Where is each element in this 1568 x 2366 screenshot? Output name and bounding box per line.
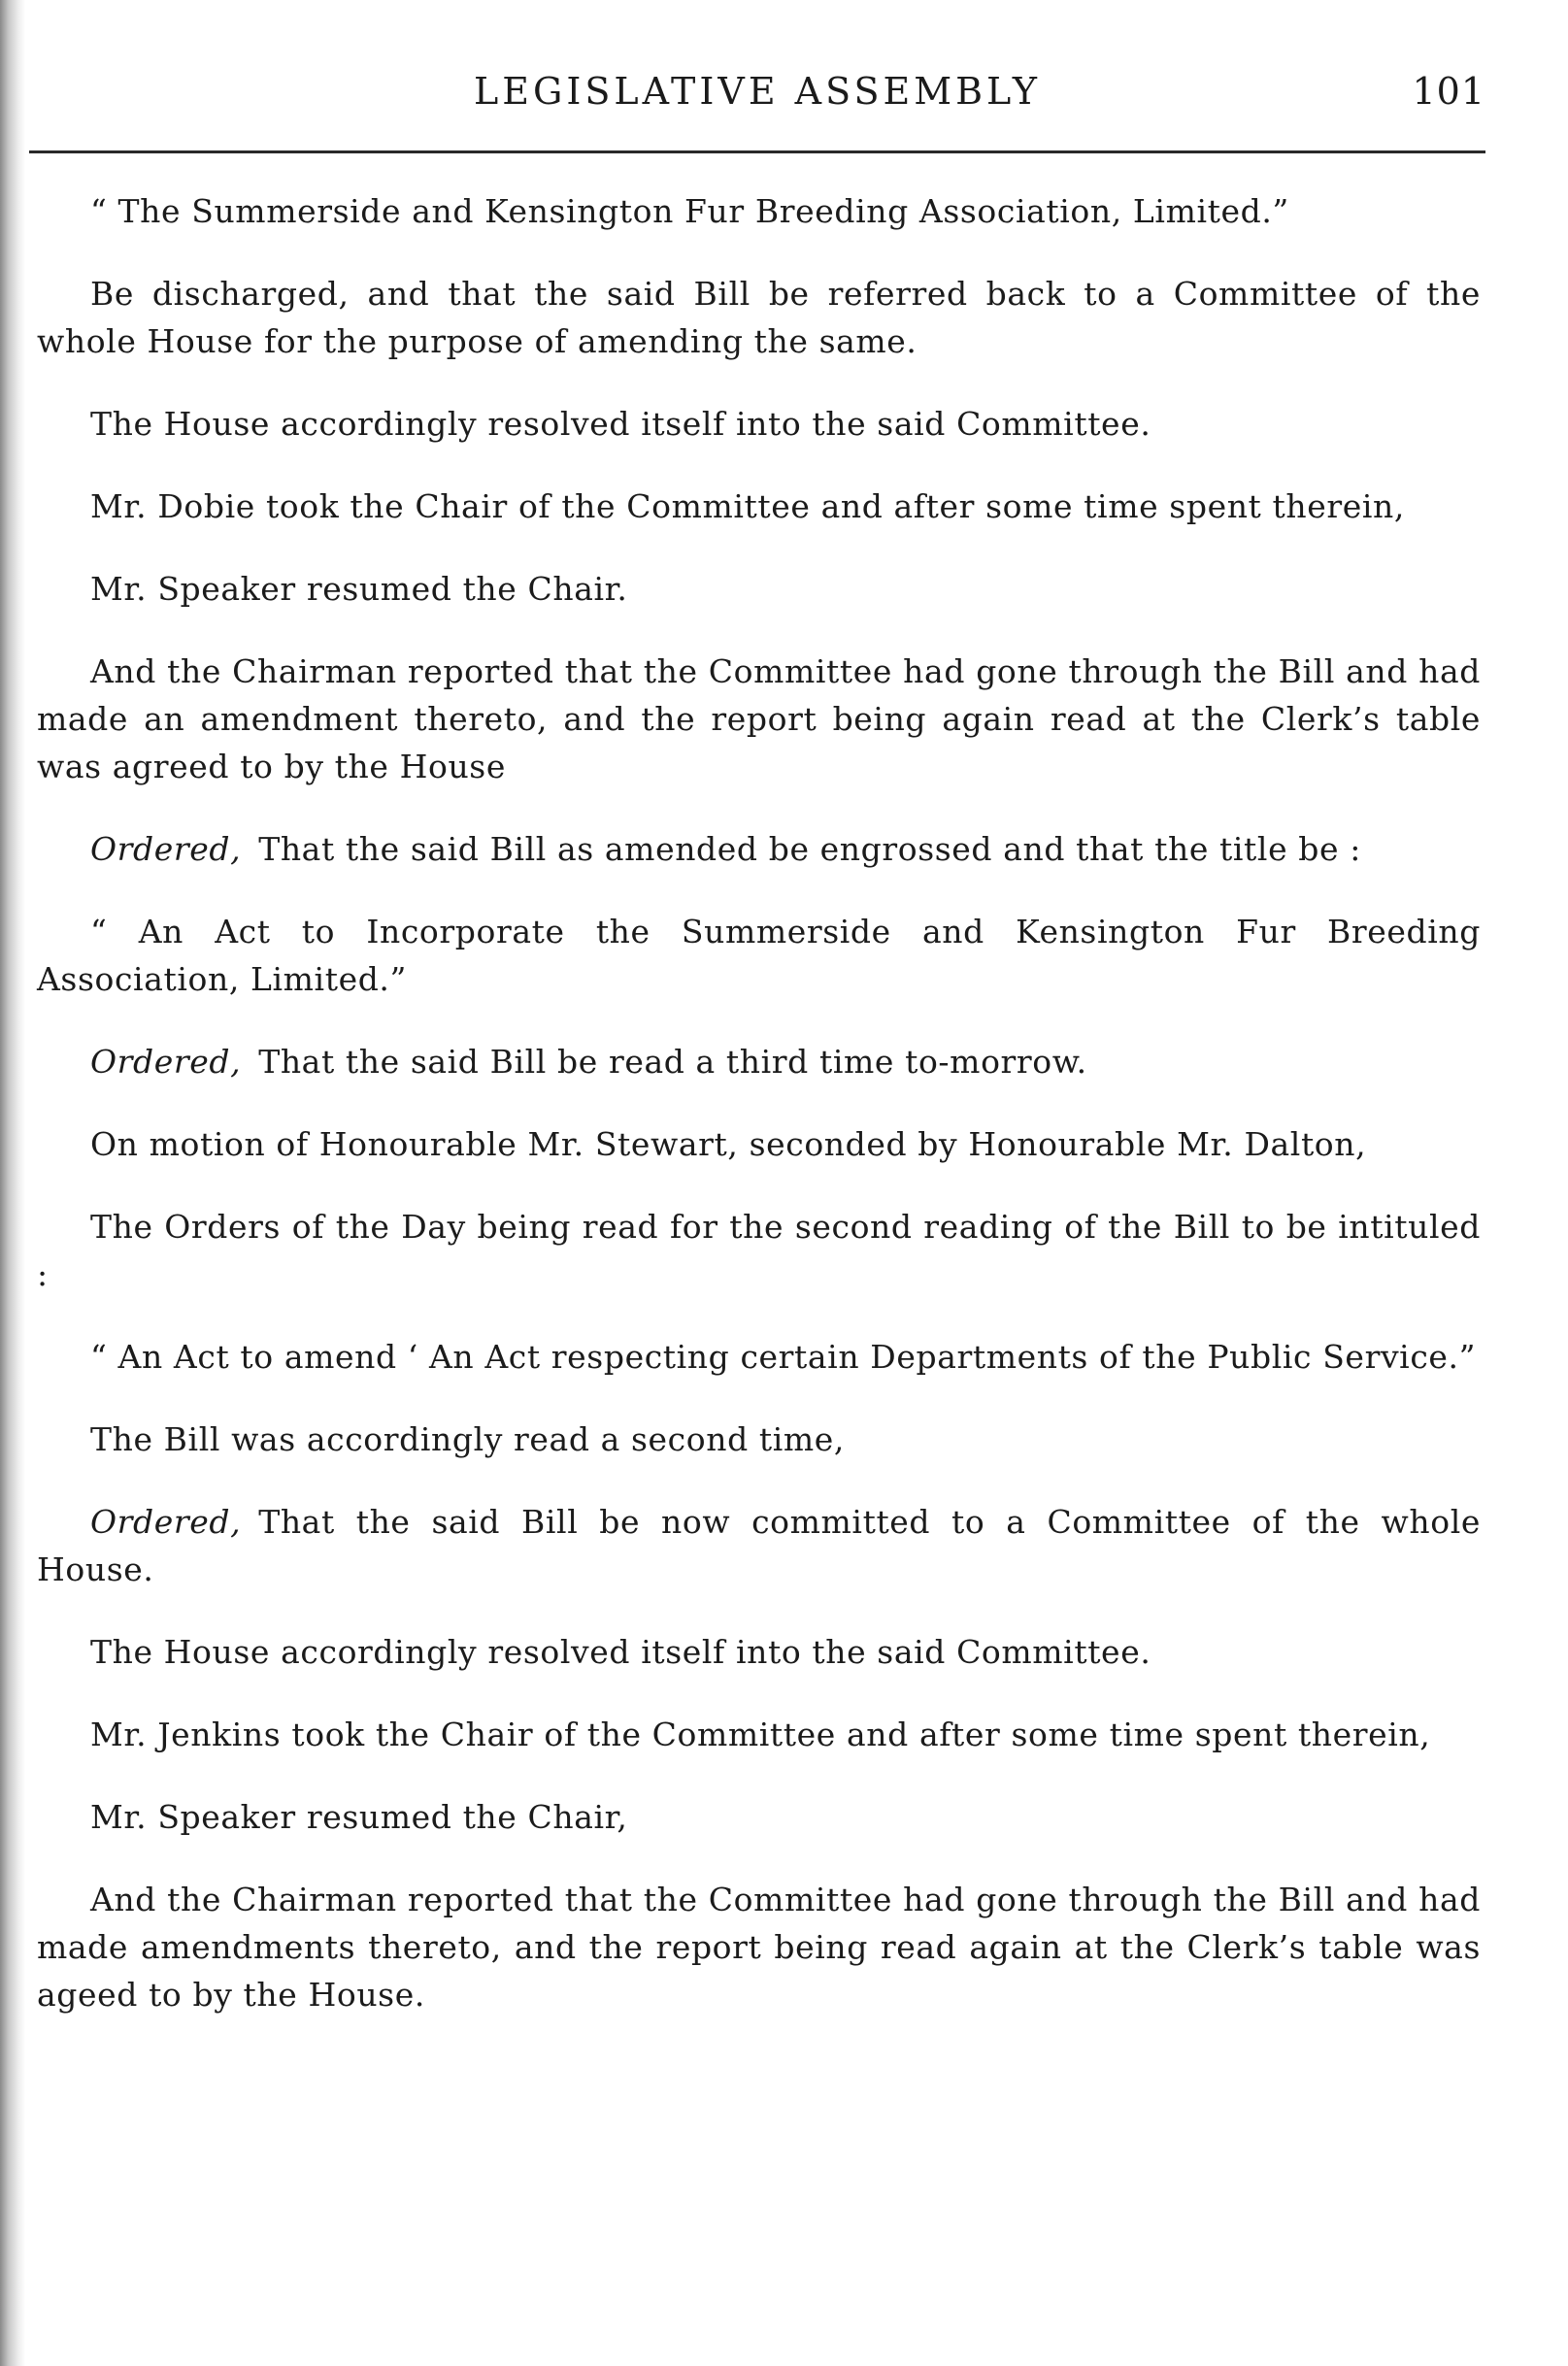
paragraph-text: Mr. Dobie took the Chair of the Committee and after some time spent therein, [90, 487, 1405, 525]
paragraph [37, 1876, 1481, 2018]
paragraph-text: Be discharged, and that the said Bill be referred back to a Committee of the whole House for the purpose of amending the same. [37, 275, 1481, 360]
paragraph [37, 1628, 1481, 1676]
journal-body [37, 187, 1481, 2053]
paragraph-text: That the said Bill be now committed to a Committee of the whole House. [37, 1503, 1481, 1588]
page-binding-edge [0, 0, 25, 2366]
paragraph-text: That the said Bill be read a third time to-morrow. [258, 1043, 1087, 1081]
paragraph [37, 1120, 1481, 1168]
paragraph [37, 1038, 1481, 1085]
paragraph [37, 565, 1481, 613]
paragraph [37, 270, 1481, 365]
paragraph [37, 1203, 1481, 1298]
paragraph-text: The Orders of the Day being read for the second reading of the Bill to be intituled : [37, 1208, 1481, 1293]
paragraph [37, 1498, 1481, 1593]
paragraph-text: “ The Summerside and Kensington Fur Breeding Association, Limited.” [90, 192, 1289, 230]
paragraph-text: “ An Act to amend ‘ An Act respecting certain Departments of the Public Service.” [90, 1338, 1477, 1376]
paragraph-text: On motion of Honourable Mr. Stewart, seconded by Honourable Mr. Dalton, [90, 1125, 1367, 1163]
page-number: 101 [1412, 70, 1485, 113]
paragraph-text: That the said Bill as amended be engrossed and that the title be : [258, 830, 1361, 868]
paragraph-text: Mr. Jenkins took the Chair of the Committee and after some time spent therein, [90, 1716, 1431, 1753]
paragraph [37, 908, 1481, 1003]
paragraph [37, 648, 1481, 790]
paragraph-text: Mr. Speaker resumed the Chair. [90, 570, 628, 608]
paragraph-text: The House accordingly resolved itself into the said Committee. [90, 405, 1151, 443]
ordered-label: Ordered, [90, 1503, 242, 1541]
ordered-label: Ordered, [90, 1043, 242, 1081]
paragraph [37, 1793, 1481, 1841]
paragraph [37, 1333, 1481, 1381]
paragraph-text: “ An Act to Incorporate the Summerside and Kensington Fur Breeding Association, Limited.” [37, 913, 1481, 998]
paragraph [37, 187, 1481, 235]
paragraph-text: Mr. Speaker resumed the Chair, [90, 1798, 628, 1836]
ordered-label: Ordered, [90, 830, 242, 868]
paragraph [37, 1416, 1481, 1463]
paragraph-text: The House accordingly resolved itself into the said Committee. [90, 1633, 1151, 1671]
header-rule [29, 150, 1485, 153]
paragraph [37, 825, 1481, 873]
paragraph [37, 400, 1481, 448]
paragraph [37, 483, 1481, 530]
paragraph-text: The Bill was accordingly read a second time, [90, 1420, 846, 1458]
paragraph-text: And the Chairman reported that the Committee had gone through the Bill and had made amendments thereto, and the report being read again at the Clerk’s table was ageed to by the House. [37, 1881, 1481, 2014]
paragraph [37, 1711, 1481, 1758]
paragraph-text: And the Chairman reported that the Committee had gone through the Bill and had made an amendment thereto, and the report being again read at the Clerk’s table was agreed to by the House [37, 652, 1481, 785]
running-title: LEGISLATIVE ASSEMBLY [474, 70, 1041, 113]
page-header [29, 62, 1485, 120]
